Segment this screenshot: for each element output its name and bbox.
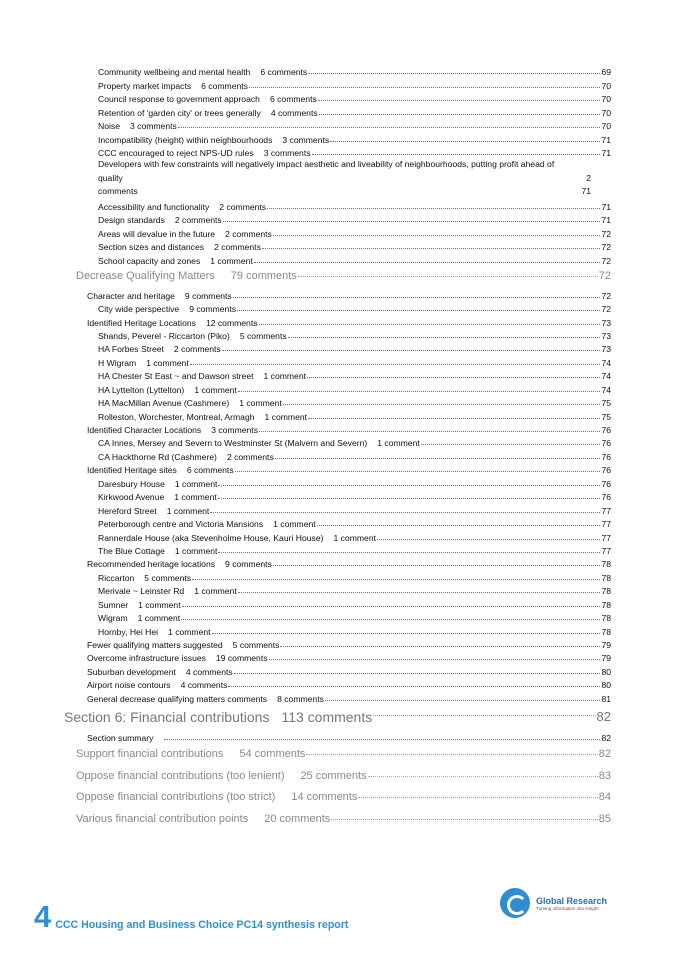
toc-entry-label: HA Chester St East ~ and Dawson street [98, 371, 254, 382]
toc-entry-label: Oppose financial contributions (too lenient) [76, 769, 285, 782]
toc-entry[interactable] [0, 239, 675, 252]
toc-entry-page: 72 [601, 304, 611, 315]
leader-dots [317, 524, 601, 526]
leader-dots [377, 538, 600, 540]
leader-dots [212, 632, 601, 634]
toc-entry-page: 71 [601, 134, 611, 145]
toc-group-top [0, 64, 675, 158]
toc-entry-count: 1 comment [146, 357, 189, 368]
toc-entry-count: 2 comments [225, 228, 272, 239]
toc-entry-label: Rannerdale House (aka Stevenholme House, Kauri House) [98, 532, 324, 543]
toc-entry-page: 73 [601, 344, 611, 355]
toc-entry-page: 76 [601, 492, 611, 503]
toc-entry[interactable] [0, 650, 675, 663]
toc-entry[interactable] [0, 118, 675, 131]
logo-name: Global Research [536, 895, 608, 906]
toc-group-top2 [0, 198, 675, 265]
leader-dots [259, 323, 601, 325]
footer [34, 899, 349, 934]
toc-entry-page: 78 [601, 586, 611, 597]
toc-entry-count: 25 comments [300, 769, 367, 782]
leader-dots [164, 738, 600, 740]
toc-entry[interactable] [0, 408, 675, 421]
toc-entry-label: Section sizes and distances [98, 242, 205, 253]
toc-entry-label: CA Hackthorne Rd (Cashmere) [98, 451, 217, 462]
leader-dots [306, 753, 597, 755]
toc-entry-count: 2 comments [174, 215, 222, 226]
toc-entry-page: 82 [598, 748, 611, 760]
leader-dots [178, 126, 601, 128]
toc-entry-count: 2 comments [226, 451, 274, 462]
toc-entry-count: 12 comments [205, 317, 258, 328]
toc-entry-count: 1 comment [263, 371, 306, 382]
toc-entry[interactable] [0, 341, 675, 354]
toc-entry-count: 3 comments [263, 148, 311, 159]
toc-entry-count: 4 comments [185, 666, 233, 677]
leader-dots [288, 336, 601, 338]
toc-entry-label: CCC encouraged to reject NPS-UD rules [98, 148, 254, 159]
toc-entry-page: 80 [601, 666, 611, 677]
global-research-logo [500, 888, 607, 918]
toc-entry-label: HA MacMillan Avenue (Cashmere) [98, 398, 230, 409]
toc-entry-count: 3 comments [282, 134, 330, 145]
toc-entry-page: 76 [601, 465, 611, 476]
toc-entry-label: Identified Heritage Locations [87, 317, 196, 328]
toc-entry-label: Shands, Peverel - Riccarton (Piko) [98, 330, 230, 341]
leader-dots [222, 349, 601, 351]
toc-entry-label-cont: quality [98, 172, 123, 183]
toc-entry-label: Character and heritage [87, 290, 175, 301]
toc-entry-count: 4 comments [180, 680, 228, 691]
toc-entry[interactable] [0, 475, 675, 488]
toc-entry[interactable] [0, 462, 675, 475]
toc-entry-count: 6 comments [186, 465, 234, 476]
toc-entry-label: Design standards [98, 215, 165, 226]
toc-entry[interactable] [0, 212, 675, 225]
toc-entry-label: Airport noise contours [87, 680, 171, 691]
leader-dots [308, 72, 600, 74]
toc-entry-page: 85 [598, 812, 611, 825]
toc-entry-page: 76 [601, 451, 611, 462]
toc-entry-label: Wigram [98, 613, 128, 624]
toc-entry-count: 8 comments [277, 693, 324, 704]
toc-entry[interactable] [0, 435, 675, 448]
toc-entry[interactable] [0, 252, 675, 265]
toc-entry-page: 71 [581, 185, 591, 196]
leader-dots [249, 86, 600, 88]
toc-entry[interactable] [0, 808, 675, 830]
toc-entry-count: 1 comment [174, 492, 217, 503]
toc-entry-count: 5 comments [232, 640, 280, 651]
toc-entry-label: Rolleston, Worchester, Montreal, Armagh [98, 411, 255, 422]
toc-entry-label: H Wigram [98, 357, 137, 368]
leader-dots [210, 511, 600, 513]
leader-dots [273, 564, 601, 566]
toc-entry[interactable] [0, 64, 675, 77]
toc-entry-count: 5 comments [239, 330, 287, 341]
toc-entry-page: 80 [601, 680, 611, 691]
leader-dots [238, 390, 601, 392]
toc-entry-label: Accessibility and functionality [98, 201, 210, 212]
toc-entry-page: 79 [601, 640, 611, 651]
toc-entry-page: 71 [601, 201, 611, 212]
toc-entry-page: 70 [601, 94, 611, 105]
toc-entry-label: Identified Heritage sites [87, 465, 177, 476]
toc-entry-label: CA Innes, Mersey and Severn to Westminster St (Malvern and Severn) [98, 438, 368, 449]
toc-entry-page: 74 [601, 371, 611, 382]
toc-entry[interactable] [0, 91, 675, 104]
toc-entry-label: Recommended heritage locations [87, 559, 216, 570]
toc-entry[interactable] [0, 145, 675, 158]
toc-entry[interactable] [0, 516, 675, 529]
toc-entry-label: Peterborough centre and Victoria Mansions [98, 519, 264, 530]
toc-entry-label: Council response to government approach [98, 94, 260, 105]
toc-entry-count: 14 comments [291, 791, 358, 804]
toc-entry-count: 6 comments [260, 67, 308, 78]
leader-dots [267, 207, 600, 209]
toc-entry-label: School capacity and zones [98, 255, 201, 266]
toc-entry-page: 74 [601, 384, 611, 395]
toc-entry-page: 78 [601, 599, 611, 610]
toc-entry-label: Areas will devalue in the future [98, 228, 216, 239]
toc-entry-label: Various financial contribution points [76, 812, 249, 825]
toc-entry-count: 1 comment [168, 626, 211, 637]
toc-entry-label: Hornby, Hei Hei [98, 626, 159, 637]
leader-dots [218, 484, 600, 486]
toc-entry-count: 1 comment [138, 599, 181, 610]
toc-entry-page: 75 [601, 411, 611, 422]
toc-entry-count: 20 comments [264, 812, 331, 825]
toc-entry-count: 3 comments [211, 425, 258, 436]
toc-entry-count: 4 comments [270, 107, 318, 118]
leader-dots [421, 443, 601, 445]
leader-dots [182, 605, 601, 607]
toc-entry-page: 72 [601, 290, 611, 301]
toc-entry[interactable] [0, 77, 675, 90]
leader-dots [275, 457, 601, 459]
toc-entry-page: 84 [598, 791, 611, 804]
toc-entry-page: 78 [601, 613, 611, 624]
toc-entry[interactable] [0, 765, 675, 787]
toc-section-page: 82 [596, 709, 611, 725]
toc-entry-count: 9 comments [189, 304, 237, 315]
toc-entry-page: 77 [601, 545, 611, 556]
toc-entry-count: 6 comments [201, 80, 248, 91]
toc-entry-page: 79 [601, 653, 611, 664]
toc-entry-wrapped[interactable] [0, 158, 675, 198]
table-of-contents [0, 64, 675, 830]
toc-entry-count: 1 comment [166, 505, 210, 516]
leader-dots [368, 775, 598, 777]
toc-entry-count: 19 comments [215, 653, 268, 664]
toc-entry-count: 2 [586, 172, 591, 183]
toc-heading-decrease[interactable] [0, 266, 675, 288]
toc-entry-count: 3 comments [129, 121, 177, 132]
toc-entry-label: Daresbury House [98, 478, 165, 489]
toc-entry-label: Property market impacts [98, 80, 192, 91]
toc-entry-label: City wide perspective [98, 304, 180, 315]
toc-entry[interactable] [0, 663, 675, 676]
logo-tagline: Turning information into insight [536, 905, 599, 911]
toc-entry-page: 72 [601, 242, 611, 253]
toc-entry-count: 6 comments [269, 94, 317, 105]
toc-entry[interactable] [0, 131, 675, 144]
leader-dots [273, 234, 601, 236]
toc-entry-count: 54 comments [239, 748, 306, 760]
leader-dots [237, 309, 600, 311]
leader-dots [262, 247, 601, 249]
toc-entry-page: 74 [601, 357, 611, 368]
toc-entry-label: Incompatibility (height) within neighbourhoods [98, 134, 273, 145]
toc-entry[interactable] [0, 448, 675, 461]
leader-dots [228, 685, 600, 687]
toc-section-6[interactable] [0, 704, 675, 730]
toc-entry-count: 1 comment [210, 255, 253, 266]
toc-entry-page: 76 [601, 425, 611, 436]
leader-dots [318, 99, 601, 101]
toc-entry[interactable] [0, 730, 675, 743]
toc-entry-label: Sumner [98, 599, 129, 610]
toc-entry-page: 77 [601, 519, 611, 530]
leader-dots [223, 220, 601, 222]
toc-entry-count: 1 comment [239, 398, 282, 409]
leader-dots [234, 672, 601, 674]
toc-entry[interactable] [0, 677, 675, 690]
toc-entry-label: Community wellbeing and mental health [98, 67, 251, 78]
toc-entry-label: Merivale ~ Leinster Rd [98, 586, 185, 597]
leader-dots [238, 591, 601, 593]
toc-entry[interactable] [0, 354, 675, 367]
leader-dots [325, 699, 601, 701]
toc-entry-count: 2 comments [219, 201, 267, 212]
toc-entry[interactable] [0, 198, 675, 211]
toc-entry[interactable] [0, 786, 675, 808]
toc-entry-page: 69 [601, 67, 611, 78]
toc-entry-label: Riccarton [98, 572, 135, 583]
toc-group-decrease [0, 287, 675, 704]
toc-entry-count: 1 comment [264, 411, 308, 422]
toc-entry-label: Kirkwood Avenue [98, 492, 165, 503]
toc-entry-count: 1 comment [273, 519, 316, 530]
toc-entry-label: HA Lyttelton (Lyttelton) [98, 384, 185, 395]
leader-dots [358, 796, 597, 798]
toc-entry-page: 77 [601, 505, 611, 516]
toc-entry-label: HA Forbes Street [98, 344, 164, 355]
toc-entry-count: 2 comments [173, 344, 221, 355]
toc-entry[interactable] [0, 543, 675, 556]
leader-dots [308, 417, 600, 419]
toc-section-label: Section 6: Financial contributions [64, 708, 270, 725]
toc-entry-page: 78 [601, 559, 611, 570]
leader-dots [218, 497, 601, 499]
toc-entry[interactable] [0, 489, 675, 502]
page-number: 4 [34, 899, 52, 934]
toc-entry[interactable] [0, 690, 675, 703]
toc-heading-page: 72 [598, 270, 611, 283]
toc-entry-page: 70 [601, 80, 611, 91]
toc-entry-label: General decrease qualifying matters comments [87, 693, 268, 704]
toc-heading-count: 79 comments [230, 270, 297, 283]
toc-entry-count-unit: comments [98, 185, 138, 196]
toc-entry-label: Noise [98, 121, 120, 132]
toc-entry-label: Support financial contributions [76, 748, 224, 760]
leader-dots [280, 645, 600, 647]
toc-entry-count: 1 comment [377, 438, 420, 449]
toc-entry[interactable] [0, 556, 675, 569]
toc-entry-label: Hereford Street [98, 505, 157, 516]
toc-entry-count: 1 comment [194, 586, 237, 597]
leader-dots [373, 714, 595, 716]
leader-dots [192, 578, 600, 580]
toc-entry-label: Fewer qualifying matters suggested [87, 640, 223, 651]
toc-entry[interactable] [0, 569, 675, 582]
leader-dots [298, 275, 598, 277]
toc-entry-label: Retention of 'garden city' or trees generally [98, 107, 261, 118]
leader-dots [218, 551, 600, 553]
toc-entry-count: 9 comments [225, 559, 272, 570]
leader-dots [259, 430, 600, 432]
toc-entry-page: 72 [601, 228, 611, 239]
toc-entry-page: 71 [601, 148, 611, 159]
toc-entry-page: 82 [601, 733, 611, 744]
global-research-logo-icon [500, 888, 530, 918]
leader-dots [319, 113, 601, 115]
toc-entry-page: 75 [601, 398, 611, 409]
toc-entry-page: 73 [601, 330, 611, 341]
toc-entry[interactable] [0, 529, 675, 542]
toc-entry-page: 76 [601, 438, 611, 449]
leader-dots [330, 140, 600, 142]
toc-entry[interactable] [0, 502, 675, 515]
leader-dots [233, 296, 601, 298]
toc-heading-label: Decrease Qualifying Matters [76, 270, 215, 283]
toc-group-section6 [0, 730, 675, 830]
toc-entry[interactable] [0, 381, 675, 394]
toc-entry-page: 73 [601, 317, 611, 328]
toc-entry-count: 9 comments [184, 290, 232, 301]
toc-entry-page: 77 [601, 532, 611, 543]
toc-entry-page: 76 [601, 478, 611, 489]
leader-dots [190, 363, 601, 365]
leader-dots [181, 618, 600, 620]
toc-entry-label: Identified Character Locations [87, 425, 202, 436]
toc-entry-page: 83 [598, 769, 611, 782]
toc-entry[interactable] [0, 395, 675, 408]
toc-entry-page: 71 [601, 215, 611, 226]
toc-section-count: 113 comments [281, 708, 373, 725]
toc-entry[interactable] [0, 328, 675, 341]
toc-entry-count: 2 comments [214, 242, 261, 253]
toc-entry-label: Overcome infrastructure issues [87, 653, 206, 664]
leader-dots [283, 403, 601, 405]
toc-entry-page: 72 [601, 255, 611, 266]
leader-dots [254, 261, 601, 263]
toc-entry[interactable] [0, 104, 675, 117]
leader-dots [269, 658, 601, 660]
leader-dots [331, 818, 597, 820]
toc-entry[interactable] [0, 583, 675, 596]
toc-entry-label: The Blue Cottage [98, 545, 165, 556]
toc-entry-count: 1 comment [333, 532, 376, 543]
leader-dots [235, 470, 601, 472]
toc-entry-count: 5 comments [144, 572, 192, 583]
toc-entry-count: 1 comment [174, 478, 218, 489]
toc-entry-page: 81 [601, 693, 611, 704]
toc-entry-page: 78 [601, 572, 611, 583]
toc-entry[interactable] [0, 301, 675, 314]
leader-dots [307, 376, 600, 378]
toc-entry[interactable] [0, 743, 675, 765]
toc-entry[interactable] [0, 637, 675, 650]
toc-entry[interactable] [0, 596, 675, 609]
toc-entry[interactable] [0, 623, 675, 636]
toc-entry-label: Suburban development [87, 666, 176, 677]
toc-entry[interactable] [0, 287, 675, 300]
toc-entry-label: Developers with few constraints will negatively impact aesthetic and liveability of neighbourhoods, putting profit ahead of [98, 159, 555, 170]
toc-entry[interactable] [0, 225, 675, 238]
toc-entry-count: 1 comment [137, 613, 181, 624]
toc-entry-label: Section summary [87, 733, 154, 744]
report-title: CCC Housing and Business Choice PC14 synthesis report [55, 919, 349, 931]
toc-entry[interactable] [0, 610, 675, 623]
toc-entry[interactable] [0, 314, 675, 327]
toc-entry-page: 70 [601, 121, 611, 132]
toc-entry-page: 70 [601, 107, 611, 118]
toc-entry-page: 78 [601, 626, 611, 637]
toc-entry[interactable] [0, 422, 675, 435]
toc-entry-label: Oppose financial contributions (too strict) [76, 791, 276, 804]
toc-entry-count: 1 comment [174, 545, 218, 556]
leader-dots [312, 153, 601, 155]
toc-entry[interactable] [0, 368, 675, 381]
toc-entry-count: 1 comment [194, 384, 237, 395]
